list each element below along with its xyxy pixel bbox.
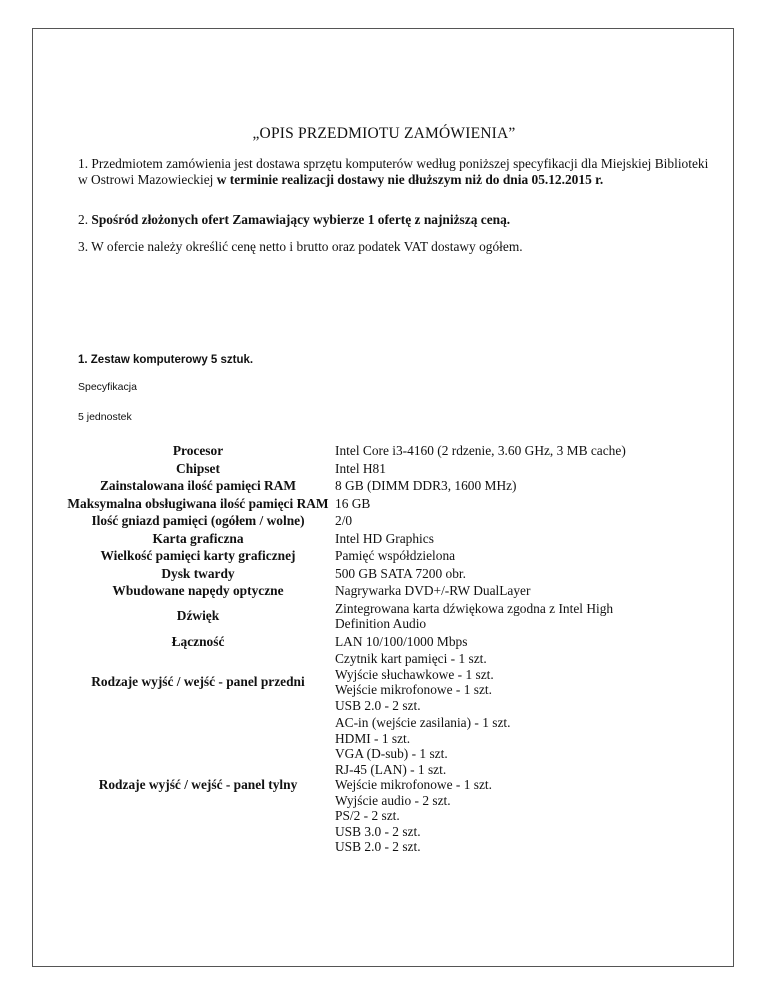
spec-value-line: Wejście mikrofonowe - 1 szt. (335, 682, 492, 697)
spec-value-line: 16 GB (335, 495, 371, 511)
paragraph-2-text: Spośród złożonych ofert Zamawiający wybierze 1 ofertę z najniższą ceną. (91, 212, 511, 227)
spec-value-line: 8 GB (DIMM DDR3, 1600 MHz) (335, 478, 517, 493)
spec-key: Zainstalowana ilość pamięci RAM (99, 478, 297, 493)
spec-value-line: Intel HD Graphics (335, 530, 434, 546)
spec-label: Specyfikacja (78, 381, 137, 393)
spec-value-line: HDMI - 1 szt. (335, 730, 411, 746)
spec-row (65, 583, 695, 601)
spec-key: Dysk twardy (161, 565, 235, 581)
spec-key: Maksymalna obsługiwana ilość pamięci RAM (67, 495, 329, 511)
spec-key: Rodzaje wyjść / wejść - panel przedni (91, 674, 305, 690)
spec-value (335, 496, 695, 514)
spec-key: Procesor (172, 443, 224, 458)
spec-value (335, 715, 695, 857)
spec-row (65, 634, 695, 652)
section-title: 1. Zestaw komputerowy 5 sztuk. (78, 354, 254, 366)
spec-row (65, 566, 695, 584)
spec-value-line: Nagrywarka DVD+/-RW DualLayer (335, 583, 531, 598)
spec-value-line: Wyjście słuchawkowe - 1 szt. (335, 666, 494, 682)
document-title: „OPIS PRZEDMIOTU ZAMÓWIENIA” (252, 125, 516, 142)
spec-value-line: Pamięć współdzielona (335, 548, 456, 563)
spec-value (335, 583, 695, 601)
spec-table-body (65, 443, 695, 857)
spec-row (65, 496, 695, 514)
paragraph-1-text: 1. Przedmiotem zamówienia jest dostawa sprzętu komputerów według poniższej specyfikacji dla Miejskiej Biblioteki w Ostrowi Mazowieckiej (78, 156, 709, 187)
spec-row (65, 443, 695, 461)
spec-value-line: PS/2 - 2 szt. (335, 808, 400, 823)
spec-value (335, 634, 695, 652)
spec-value-line: 500 GB SATA 7200 obr. (335, 565, 466, 581)
spec-value-line: USB 3.0 - 2 szt. (335, 823, 421, 839)
paragraph-1 (78, 156, 718, 188)
spec-value (335, 443, 695, 461)
spec-value (335, 566, 695, 584)
spec-value (335, 478, 695, 496)
spec-key: Dźwięk (176, 608, 220, 624)
spec-value-line: VGA (D-sub) - 1 szt. (335, 746, 448, 761)
spec-value (335, 651, 695, 715)
units-label: 5 jednostek (78, 411, 132, 423)
spec-value-line: Intel H81 (335, 460, 386, 476)
spec-row (65, 531, 695, 549)
spec-value-line: LAN 10/100/1000 Mbps (335, 633, 468, 649)
spec-value-line: RJ-45 (LAN) - 1 szt. (335, 761, 447, 777)
spec-value-line: 2/0 (335, 513, 353, 528)
spec-row (65, 461, 695, 479)
spec-row (65, 651, 695, 715)
spec-value (335, 531, 695, 549)
spec-row (65, 513, 695, 531)
spec-value-line: Wyjście audio - 2 szt. (335, 792, 451, 808)
spec-row (65, 478, 695, 496)
document-page (32, 28, 734, 967)
spec-value (335, 513, 695, 531)
spec-key: Chipset (176, 460, 220, 476)
spec-key: Łączność (171, 633, 225, 649)
spec-key: Rodzaje wyjść / wejść - panel tylny (98, 777, 298, 792)
spec-row (65, 601, 695, 634)
spec-value-line: USB 2.0 - 2 szt. (335, 839, 421, 854)
spec-value-line: AC-in (wejście zasilania) - 1 szt. (335, 715, 511, 730)
spec-value-line: Intel Core i3-4160 (2 rdzenie, 3.60 GHz, 3 MB cache) (335, 443, 626, 458)
spec-value-line: Definition Audio (335, 616, 427, 631)
spec-key: Ilość gniazd pamięci (ogółem / wolne) (91, 513, 305, 528)
spec-value (335, 548, 695, 566)
paragraph-1-deadline: w terminie realizacji dostawy nie dłuższym niż do dnia 05.12.2015 r. (216, 172, 604, 187)
spec-value-line: USB 2.0 - 2 szt. (335, 697, 421, 713)
spec-key: Karta graficzna (152, 530, 244, 546)
paragraph-2 (78, 212, 718, 228)
spec-key: Wielkość pamięci karty graficznej (100, 548, 296, 563)
spec-value (335, 461, 695, 479)
spec-value (335, 601, 695, 634)
spec-row (65, 548, 695, 566)
paragraph-3: 3. W ofercie należy określić cenę netto i brutto oraz podatek VAT dostawy ogółem. (78, 239, 523, 254)
spec-value-line: Zintegrowana karta dźwiękowa zgodna z Intel High (335, 600, 614, 616)
spec-table (65, 443, 695, 857)
spec-key: Wbudowane napędy optyczne (112, 583, 284, 598)
paragraph-2-number: 2. (78, 212, 92, 227)
spec-value-line: Wejście mikrofonowe - 1 szt. (335, 777, 492, 792)
spec-value-line: Czytnik kart pamięci - 1 szt. (335, 651, 487, 666)
spec-row (65, 715, 695, 857)
